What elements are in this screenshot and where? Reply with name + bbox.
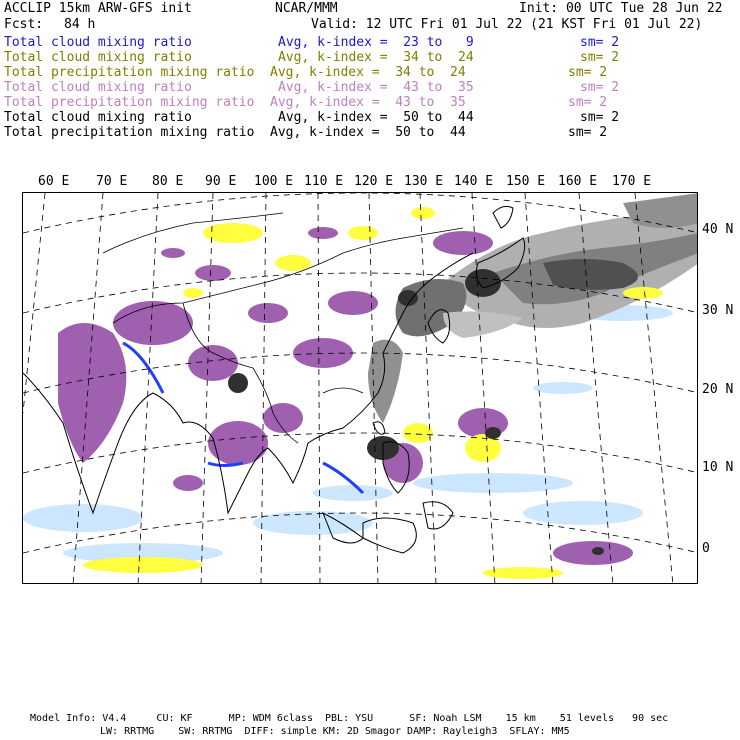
field-name: Total cloud mixing ratio (4, 35, 192, 50)
lat-label: 0 (702, 541, 710, 556)
lon-label: 120 E (354, 174, 394, 189)
lon-label: 70 E (96, 174, 128, 189)
lat-label: 30 N (702, 303, 734, 318)
valid-time: Valid: 12 UTC Fri 01 Jul 22 (21 KST Fri 01 Jul 22) (311, 17, 703, 32)
init-time: Init: 00 UTC Tue 28 Jun 22 (519, 1, 723, 16)
field-avg: Avg, k-index = 23 to 9 (278, 35, 474, 50)
field-name: Total cloud mixing ratio (4, 110, 192, 125)
field-sm: sm= 2 (568, 95, 608, 110)
field-sm: sm= 2 (580, 35, 620, 50)
lon-label: 140 E (454, 174, 494, 189)
lat-label: 20 N (702, 382, 734, 397)
field-sm: sm= 2 (568, 125, 608, 140)
lon-label: 130 E (404, 174, 444, 189)
lon-label: 60 E (38, 174, 70, 189)
lon-label: 170 E (612, 174, 652, 189)
lon-label: 110 E (304, 174, 344, 189)
lon-label: 100 E (254, 174, 294, 189)
field-name: Total cloud mixing ratio (4, 80, 192, 95)
field-sm: sm= 2 (580, 110, 620, 125)
field-avg: Avg, k-index = 43 to 35 (278, 80, 474, 95)
low-cloud-field (23, 305, 673, 563)
lon-label: 90 E (205, 174, 237, 189)
field-avg: Avg, k-index = 50 to 44 (270, 125, 466, 140)
field-name: Total precipitation mixing ratio (4, 95, 255, 110)
field-sm: sm= 2 (568, 65, 608, 80)
model-title: ACCLIP 15km ARW-GFS init (4, 1, 192, 16)
map-panel (22, 192, 698, 584)
fcst-value: 84 h (64, 17, 96, 32)
field-avg: Avg, k-index = 34 to 24 (278, 50, 474, 65)
lon-label: 150 E (506, 174, 546, 189)
org-label: NCAR/MMM (275, 1, 338, 16)
field-name: Total cloud mixing ratio (4, 50, 192, 65)
field-sm: sm= 2 (580, 50, 620, 65)
field-name: Total precipitation mixing ratio (4, 125, 255, 140)
field-avg: Avg, k-index = 43 to 35 (270, 95, 466, 110)
lat-label: 40 N (702, 222, 734, 237)
lon-label: 80 E (152, 174, 184, 189)
model-info-line2: LW: RRTMG SW: RRTMG DIFF: simple KM: 2D Smagor DAMP: Rayleigh3 SFLAY: MM5 (100, 726, 570, 737)
field-avg: Avg, k-index = 34 to 24 (270, 65, 466, 80)
lat-label: 10 N (702, 460, 734, 475)
field-avg: Avg, k-index = 50 to 44 (278, 110, 474, 125)
lon-label: 160 E (558, 174, 598, 189)
model-info-line1: Model Info: V4.4 CU: KF MP: WDM 6class PBL: YSU SF: Noah LSM 15 km 51 levels 90 sec (30, 713, 669, 724)
field-name: Total precipitation mixing ratio (4, 65, 255, 80)
map-canvas (23, 193, 698, 584)
field-sm: sm= 2 (580, 80, 620, 95)
fcst-label: Fcst: (4, 17, 44, 32)
